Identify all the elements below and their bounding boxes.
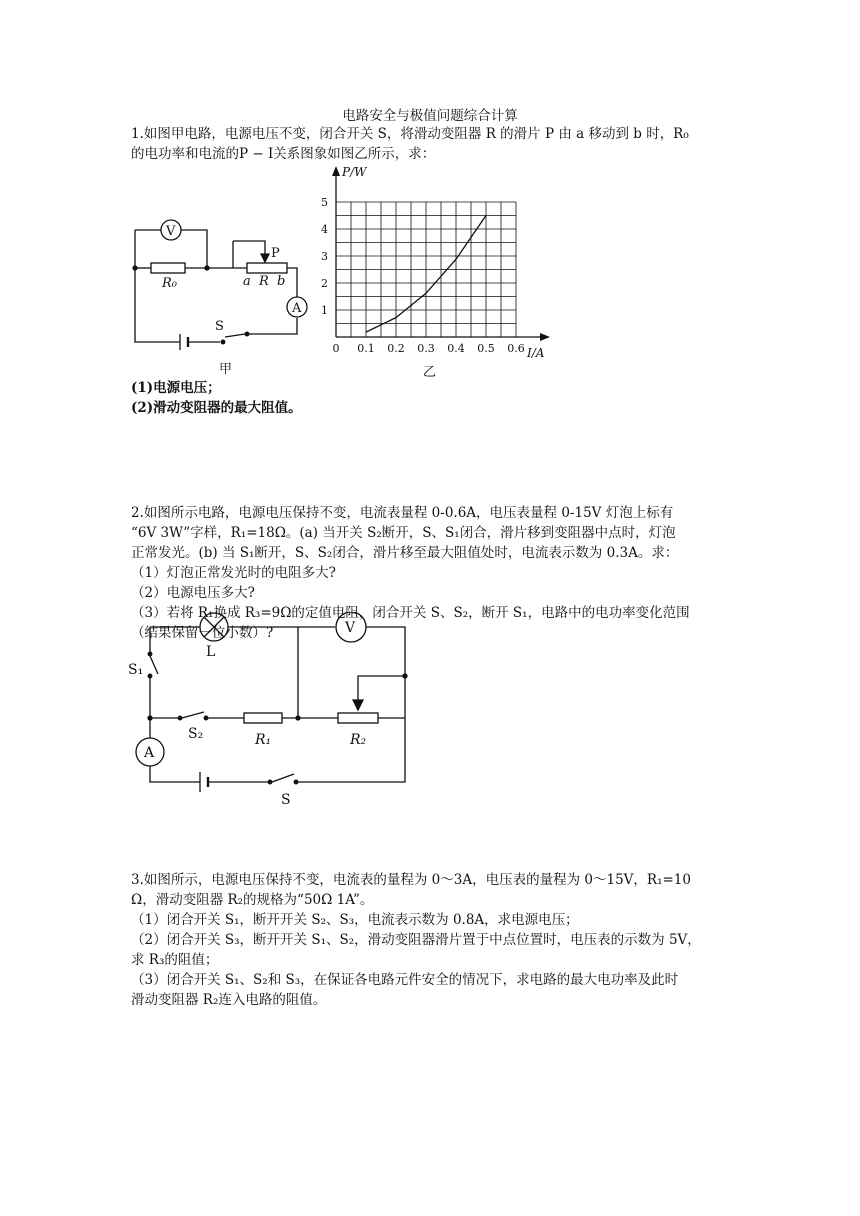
chart-y-tick-label: 2 bbox=[321, 277, 328, 290]
chart-x-tick-label: 0.4 bbox=[447, 342, 465, 355]
q3-part3-continued: 滑动变阻器 R₂连入电路的阻值。 bbox=[131, 992, 327, 1008]
end-b-label: b bbox=[277, 274, 286, 289]
q1-part2: (2)滑动变阻器的最大阻值。 bbox=[131, 400, 302, 416]
ammeter-label: A bbox=[144, 745, 155, 761]
q2-part3: （3）若将 R₁换成 R₃=9Ω的定值电阻，闭合开关 S、S₂，断开 S₁，电路中的电功率变化范围 bbox=[131, 605, 690, 621]
switch-s-label: S bbox=[281, 792, 291, 808]
rheostat-r-label: R bbox=[259, 274, 269, 289]
chart-y-tick-label: 3 bbox=[321, 250, 328, 263]
chart-x-tick-label: 0.6 bbox=[507, 342, 525, 355]
q2-text-line1: 2.如图所示电路，电源电压保持不变，电流表量程 0-0.6A，电压表量程 0-15V 灯泡上标有 bbox=[131, 505, 674, 521]
switch-s2 bbox=[182, 712, 204, 718]
q2-part2: （2）电源电压多大? bbox=[131, 585, 255, 601]
switch-s1-label: S₁ bbox=[128, 662, 144, 678]
chart-x-tick-label: 0 bbox=[332, 342, 340, 355]
q1-text-line2: 的电功率和电流的P − I关系图象如图乙所示，求： bbox=[131, 146, 436, 162]
q3-part3: （3）闭合开关 S₁、S₂和 S₃，在保证各电路元件安全的情况下，求电路的最大电功率及此时 bbox=[131, 972, 679, 988]
switch-s-label: S bbox=[215, 319, 224, 334]
q3-part2: （2）闭合开关 S₃，断开开关 S₁、S₂，滑动变阻器滑片置于中点位置时，电压表的示数为 5V， bbox=[131, 932, 701, 948]
q1-text-line1: 1.如图甲电路，电源电压不变，闭合开关 S，将滑动变阻器 R 的滑片 P 由 a 移动到 b 时，R₀ bbox=[131, 126, 689, 142]
q2-text-line3: 正常发光。(b) 当 S₁断开，S、S₂闭合，滑片移至最大阻值处时，电流表示数为 0.3A。求： bbox=[131, 545, 679, 561]
ammeter-label: A bbox=[292, 301, 302, 316]
r2-label: R₂ bbox=[350, 732, 367, 748]
q1-circuit-diagram bbox=[125, 210, 315, 382]
chart-caption: 乙 bbox=[423, 365, 437, 380]
circuit-jia-caption: 甲 bbox=[219, 362, 233, 377]
chart-grid bbox=[336, 202, 516, 337]
q3-text-line2: Ω，滑动变阻器 R₂的规格为“50Ω 1A”。 bbox=[131, 892, 374, 908]
r0-resistor bbox=[151, 263, 185, 273]
q2-part3-continued: （结果保留一位小数）? bbox=[131, 625, 274, 641]
chart-x-tick-label: 0.1 bbox=[357, 342, 375, 355]
lamp-label: L bbox=[206, 644, 216, 660]
switch-s bbox=[272, 774, 294, 782]
chart-y-tick-label: 4 bbox=[321, 223, 328, 236]
chart-x-tick-label: 0.2 bbox=[387, 342, 405, 355]
q2-part1: （1）灯泡正常发光时的电阻多大? bbox=[131, 565, 336, 581]
switch-s1 bbox=[150, 656, 158, 674]
voltmeter-label: V bbox=[345, 620, 356, 636]
voltmeter-label: V bbox=[166, 224, 176, 239]
chart-y-tick-label: 1 bbox=[321, 304, 328, 317]
chart-tick-labels bbox=[321, 196, 525, 355]
rheostat bbox=[247, 263, 287, 273]
r1-resistor bbox=[244, 713, 282, 723]
chart-y-axis-label: P/W bbox=[342, 165, 367, 179]
chart-x-axis-arrow bbox=[540, 333, 550, 341]
q1-part1: (1)电源电压； bbox=[131, 380, 221, 396]
slider-p-label: P bbox=[271, 246, 280, 261]
chart-y-axis-arrow bbox=[332, 166, 340, 176]
chart-y-tick-label: 5 bbox=[321, 196, 328, 209]
chart-x-tick-label: 0.3 bbox=[417, 342, 435, 355]
q3-part1: （1）闭合开关 S₁，断开开关 S₂、S₃，电流表示数为 0.8A，求电源电压； bbox=[131, 912, 579, 928]
r2-rheostat bbox=[338, 713, 378, 723]
document-title: 电路安全与极值问题综合计算 bbox=[342, 108, 518, 124]
switch-blade bbox=[225, 334, 245, 337]
q3-text-line1: 3.如图所示，电源电压保持不变，电流表的量程为 0～3A，电压表的量程为 0～15V，R₁=10 bbox=[131, 872, 691, 888]
q2-circuit-diagram bbox=[128, 612, 418, 812]
r1-label: R₁ bbox=[255, 732, 272, 748]
switch-s2-label: S₂ bbox=[188, 726, 204, 742]
chart-x-tick-label: 0.5 bbox=[477, 342, 495, 355]
p-i-chart bbox=[320, 160, 560, 382]
q3-part2-continued: 求 R₃的阻值； bbox=[131, 952, 219, 968]
q2-text-line2: “6V 3W”字样，R₁=18Ω。(a) 当开关 S₂断开，S、S₁闭合，滑片移到变阻器中点时，灯泡 bbox=[131, 525, 676, 541]
chart-x-axis-label: I/A bbox=[527, 346, 545, 360]
r0-label: R₀ bbox=[162, 276, 177, 291]
end-a-label: a bbox=[243, 274, 251, 289]
